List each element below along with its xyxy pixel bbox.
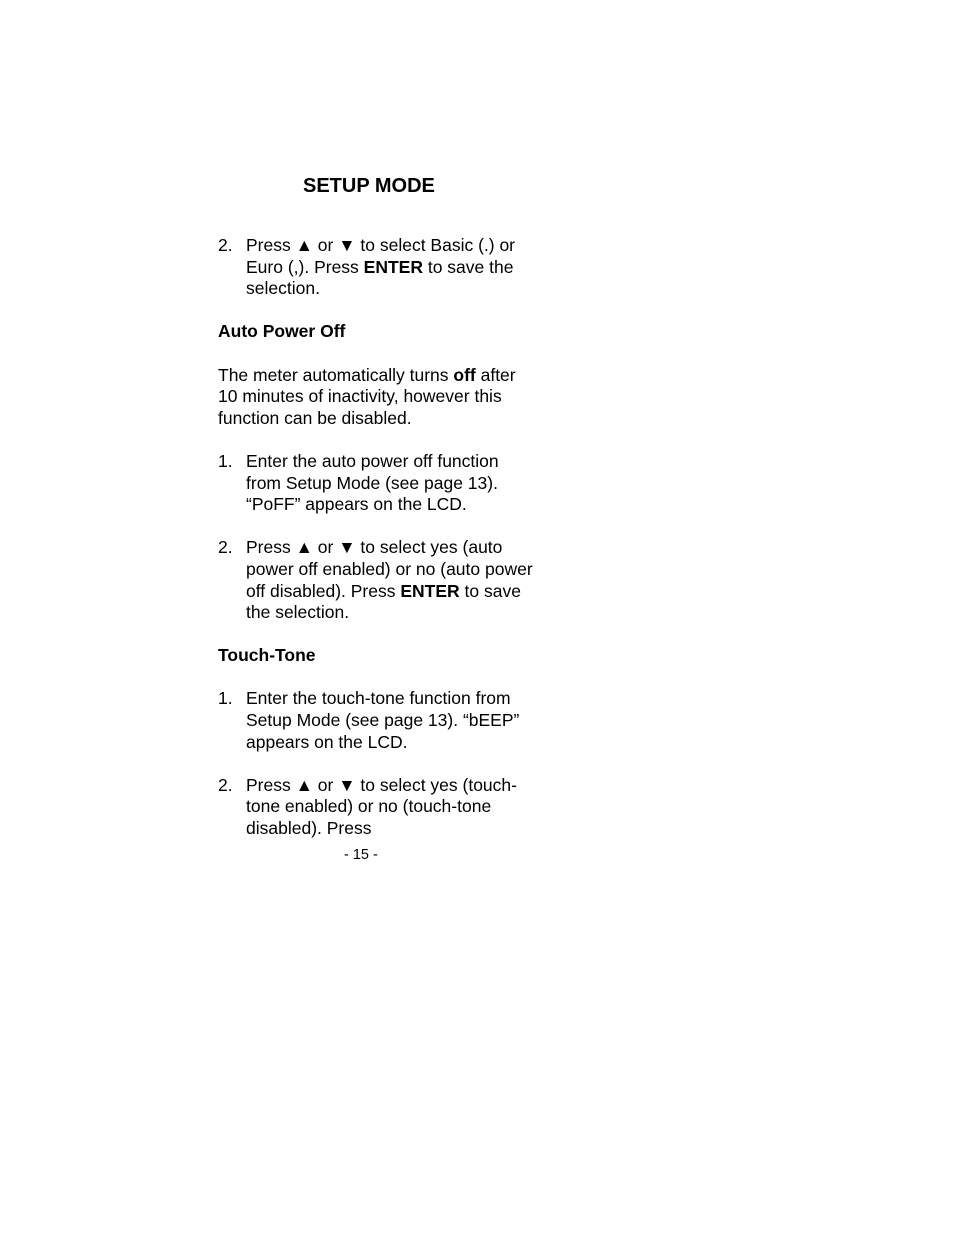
section-heading-touch-tone: Touch-Tone <box>218 645 316 666</box>
manual-content <box>218 235 538 840</box>
decimal-step-2 <box>218 235 538 300</box>
touch-tone-step-2 <box>218 775 538 840</box>
touch-tone-step-1 <box>218 688 538 753</box>
list-text: Enter the auto power off function from Setup Mode (see page 13). “PoFF” appears on the LCD. <box>246 450 499 515</box>
list-number: 1. <box>218 450 233 471</box>
auto-power-off-intro: The meter automatically turns off after 10 minutes of inactivity, however this function can be disabled. <box>218 364 516 428</box>
page-title: SETUP MODE <box>303 175 435 197</box>
list-text: Enter the touch-tone function from Setup Mode (see page 13). “bEEP” appears on the LCD. <box>246 688 520 752</box>
auto-power-off-step-2 <box>218 537 538 623</box>
section-heading-auto-power-off: Auto Power Off <box>218 321 346 342</box>
enter-key-label: ENTER <box>363 256 423 277</box>
list-text: Press ▲ or ▼ to select yes (touch-tone enabled) or no (touch-tone disabled). Press <box>246 774 517 839</box>
list-number: 2. <box>218 774 233 795</box>
auto-power-off-step-1 <box>218 451 538 516</box>
page-number: - 15 - <box>344 847 378 863</box>
list-number: 1. <box>218 688 233 709</box>
list-number: 2. <box>218 235 233 255</box>
list-text: Press ▲ or ▼ to select Basic (.) or Euro (,). Press ENTER to save the selection. <box>246 235 516 299</box>
list-number: 2. <box>218 537 233 558</box>
enter-key-label: ENTER <box>400 580 460 601</box>
list-text: Press ▲ or ▼ to select yes (auto power off enabled) or no (auto power off disabled). Press ENTER to save the selection. <box>246 537 533 623</box>
